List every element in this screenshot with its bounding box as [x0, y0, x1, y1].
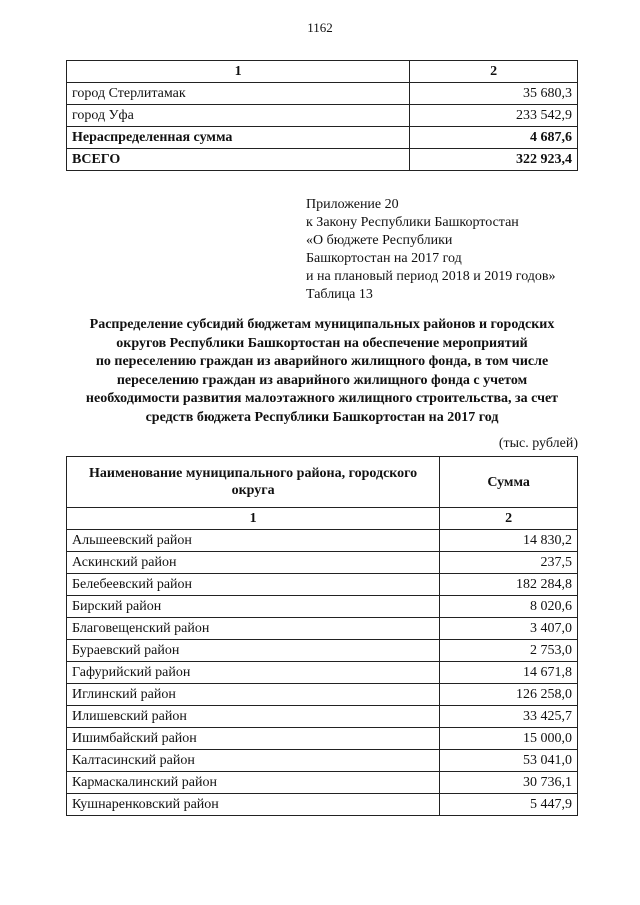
row-name: Белебеевский район	[67, 574, 440, 596]
row-value: 3 407,0	[440, 618, 578, 640]
row-value: 30 736,1	[440, 772, 578, 794]
row-value: 15 000,0	[440, 728, 578, 750]
appendix-table-label: Таблица 13	[306, 287, 373, 302]
heading-line: переселению граждан из аварийного жилищного фонда с учетом	[116, 372, 528, 388]
table-row	[67, 596, 578, 618]
heading-line: необходимости развития малоэтажного жилищного строительства, за счет	[85, 391, 559, 406]
col-number-1: 1	[67, 61, 410, 83]
row-value: 8 020,6	[440, 596, 578, 618]
row-value: 233 542,9	[410, 105, 578, 127]
appendix-line: к Закону Республики Башкортостан	[306, 215, 519, 230]
table-row	[67, 574, 578, 596]
row-value: 126 258,0	[440, 684, 578, 706]
table-row	[67, 750, 578, 772]
continued-table	[66, 60, 578, 171]
unit-label: (тыс. рублей)	[498, 436, 578, 451]
col-number-2: 2	[410, 61, 578, 83]
heading-line: Распределение субсидий бюджетам муниципальных районов и городских	[89, 317, 555, 332]
row-name: Калтасинский район	[67, 750, 440, 772]
col-number-2: 2	[440, 508, 578, 530]
column-number-row	[67, 508, 578, 530]
unallocated-row	[67, 127, 578, 149]
table-row	[67, 772, 578, 794]
header-name: Наименование муниципального района, городского округа	[67, 457, 440, 508]
row-name: Ишимбайский район	[67, 728, 440, 750]
total-row	[67, 149, 578, 171]
table-row	[67, 105, 578, 127]
row-value: 237,5	[440, 552, 578, 574]
row-name: Иглинский район	[67, 684, 440, 706]
unallocated-label: Нераспределенная сумма	[67, 127, 410, 149]
row-value: 182 284,8	[440, 574, 578, 596]
appendix-line: «О бюджете Республики	[306, 233, 453, 248]
table-row	[67, 706, 578, 728]
table-row	[67, 640, 578, 662]
heading-line: по переселению граждан из аварийного жилищного фонда, в том числе	[95, 354, 549, 369]
heading-line: округов Республики Башкортостан на обеспечение мероприятий	[116, 335, 528, 351]
document-heading	[66, 316, 578, 427]
row-name: Кармаскалинский район	[67, 772, 440, 794]
total-value: 322 923,4	[410, 149, 578, 171]
col-number-1: 1	[67, 508, 440, 530]
row-value: 53 041,0	[440, 750, 578, 772]
row-name: Бураевский район	[67, 640, 440, 662]
row-value: 5 447,9	[440, 794, 578, 816]
row-name: Аскинский район	[67, 552, 440, 574]
row-name: Гафурийский район	[67, 662, 440, 684]
table-row	[67, 794, 578, 816]
total-label: ВСЕГО	[67, 149, 410, 171]
row-name: Илишевский район	[67, 706, 440, 728]
appendix-line: Приложение 20	[306, 197, 399, 212]
appendix-note	[306, 196, 556, 304]
row-value: 35 680,3	[410, 83, 578, 105]
row-name: Бирский район	[67, 596, 440, 618]
row-name: Альшеевский район	[67, 530, 440, 552]
appendix-line: и на плановый период 2018 и 2019 годов»	[306, 269, 556, 284]
table-row	[67, 618, 578, 640]
column-number-row	[67, 61, 578, 83]
page-number: 1162	[307, 20, 333, 35]
row-value: 2 753,0	[440, 640, 578, 662]
appendix-line: Башкортостан на 2017 год	[306, 251, 462, 266]
subsidy-table	[66, 456, 578, 816]
row-value: 33 425,7	[440, 706, 578, 728]
table-row	[67, 552, 578, 574]
table-row	[67, 530, 578, 552]
unallocated-value: 4 687,6	[410, 127, 578, 149]
row-name: город Стерлитамак	[67, 83, 410, 105]
row-name: Благовещенский район	[67, 618, 440, 640]
row-name: Кушнаренковский район	[67, 794, 440, 816]
table-row	[67, 684, 578, 706]
row-name: город Уфа	[67, 105, 410, 127]
heading-line: средств бюджета Республики Башкортостан на 2017 год	[145, 409, 499, 425]
table-row	[67, 83, 578, 105]
row-value: 14 830,2	[440, 530, 578, 552]
table-header-row	[67, 457, 578, 508]
row-value: 14 671,8	[440, 662, 578, 684]
table-row	[67, 728, 578, 750]
header-sum: Сумма	[440, 457, 578, 508]
table-row	[67, 662, 578, 684]
